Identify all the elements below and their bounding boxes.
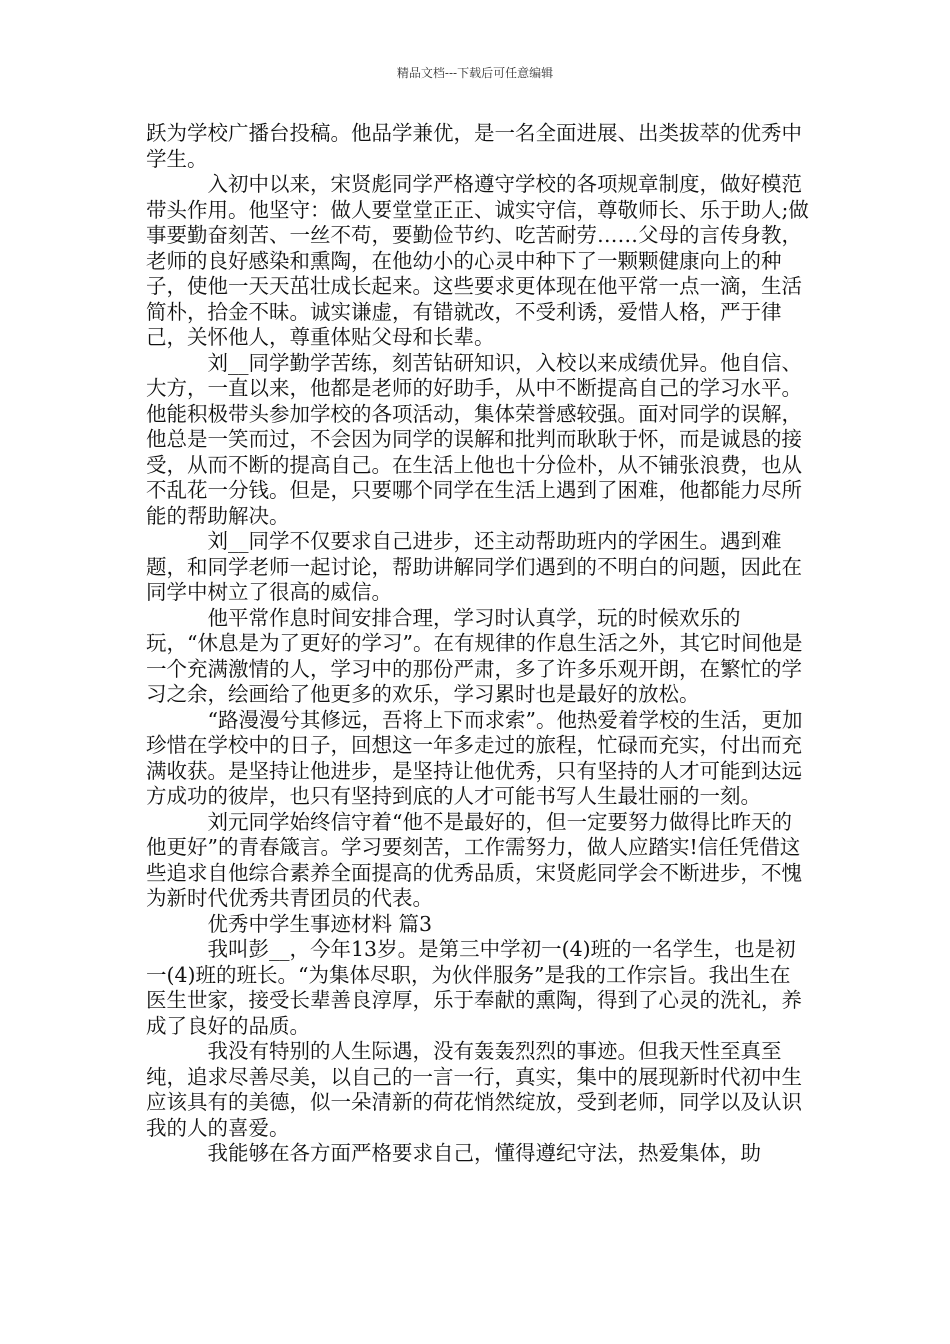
paragraph: “路漫漫兮其修远，吾将上下而求索”。他热爱着学校的生活，更加珍惜在学校中的日子，回想这一年多走过的旅程，忙碌而充实，付出而充满收获。是坚持让他进步，是坚持让他优秀，只有坚持的人才可能到达远方成功的彼岸，也只有坚持到底的人才可能书写人生最壮丽的一刻。 [146,707,803,808]
section-heading: 优秀中学生事迹材料 篇3 [146,911,433,936]
page-header: 精品文档---下载后可任意编辑 [396,66,554,80]
paragraph: 我叫彭__，今年13岁。是第三中学初一(4)班的一名学生，也是初一(4)班的班长。“为集体尽职，为伙伴服务”是我的工作宗旨。我出生在医生世家，接受长辈善良淳厚，乐于奉献的熏陶，得到了心灵的洗礼，养成了良好的品质。 [146,937,802,1038]
paragraph: 跃为学校广播台投稿。他品学兼优，是一名全面进展、出类拔萃的优秀中学生。 [146,121,802,171]
paragraph: 入初中以来，宋贤彪同学严格遵守学校的各项规章制度，做好模范带头作用。他坚守：做人要堂堂正正、诚实守信，尊敬师长、乐于助人;做事要勤奋刻苦、一丝不苟，要勤俭节约、吃苦耐劳……父母的言传身教，老师的良好感染和熏陶，在他幼小的心灵中种下了一颗颗健康向上的种子，使他一天天茁壮成长起来。这些要求更体现在他平常一点一滴，生活简朴，拾金不昧。诚实谦虚，有错就改，不受利诱，爱惜人格，严于律己，关怀他人，尊重体贴父母和长辈。 [146,172,809,349]
paragraph: 刘__同学不仅要求自己进步，还主动帮助班内的学困生。遇到难题，和同学老师一起讨论，帮助讲解同学们遇到的不明白的问题，因此在同学中树立了很高的威信。 [146,529,802,604]
paragraph: 刘元同学始终信守着“他不是最好的，但一定要努力做得比昨天的他更好”的青春箴言。学习要刻苦，工作需努力，做人应踏实!信任凭借这些追求自他综合素养全面提高的优秀品质，宋贤彪同学会不断进步，不愧为新时代优秀共青团员的代表。 [146,809,802,910]
document-body [146,121,810,1167]
paragraph: 他平常作息时间安排合理，学习时认真学，玩的时候欢乐的玩，“休息是为了更好的学习”。在有规律的作息生活之外，其它时间他是一个充满激情的人，学习中的那份严肃，多了许多乐观开朗，在繁忙的学习之余，绘画给了他更多的欢乐，学习累时也是最好的放松。 [146,605,803,706]
paragraph: 刘__同学勤学苦练，刻苦钻研知识，入校以来成绩优异。他自信、大方，一直以来，他都是老师的好助手，从中不断提高自己的学习水平。他能积极带头参加学校的各项活动，集体荣誉感较强。面对同学的误解，他总是一笑而过，不会因为同学的误解和批判而耿耿于怀，而是诚恳的接受，从而不断的提高自己。在生活上他也十分俭朴，从不铺张浪费，也从不乱花一分钱。但是，只要哪个同学在生活上遇到了困难，他都能力尽所能的帮助解决。 [146,350,802,528]
paragraph: 我没有特别的人生际遇，没有轰轰烈烈的事迹。但我天性至真至纯，追求尽善尽美，以自己的一言一行，真实，集中的展现新时代初中生应该具有的美德，似一朵清新的荷花悄然绽放，受到老师，同学以及认识我的人的喜爱。 [146,1039,802,1140]
paragraph: 我能够在各方面严格要求自己，懂得遵纪守法，热爱集体，助 [146,1141,761,1165]
